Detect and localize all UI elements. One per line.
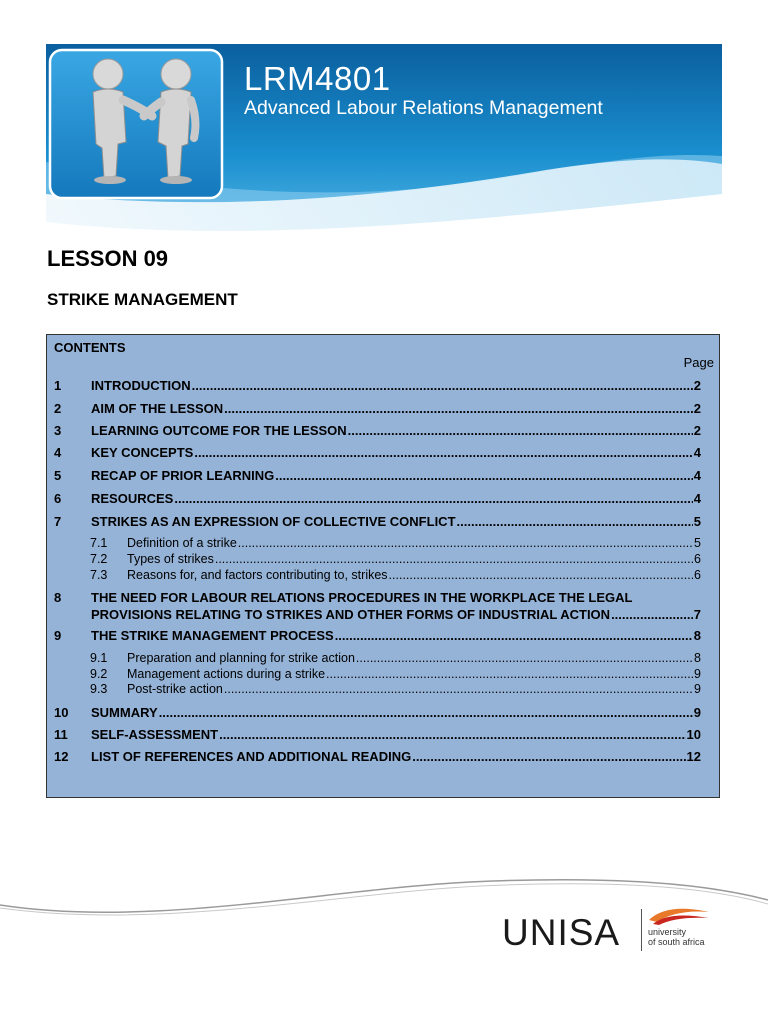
toc-title: SELF-ASSESSMENT (91, 727, 219, 742)
toc-number: 4 (54, 445, 62, 460)
toc-page: 5 (694, 536, 701, 550)
course-title: Advanced Labour Relations Management (244, 97, 603, 119)
toc-leader-dots (389, 568, 694, 583)
toc-title-line2: PROVISIONS RELATING TO STRIKES AND OTHER FORMS OF INDUSTRIAL ACTION (91, 607, 611, 622)
toc-number: 2 (54, 401, 62, 416)
toc-subnumber: 7.3 (90, 568, 108, 582)
toc-item[interactable] (54, 491, 701, 506)
toc-subtitle: Preparation and planning for strike action (127, 651, 355, 665)
toc-leader-dots (215, 552, 693, 567)
toc-title: RECAP OF PRIOR LEARNING (91, 468, 275, 483)
toc-leader-dots (192, 378, 693, 393)
toc-number: 11 (54, 727, 68, 742)
tagline-line1: university (648, 927, 687, 937)
toc-title: RESOURCES (91, 491, 174, 506)
toc-leader-dots (326, 667, 693, 682)
toc-subtitle: Types of strikes (127, 552, 214, 566)
toc-number: 12 (54, 749, 69, 764)
toc-title: KEY CONCEPTS (91, 445, 194, 460)
toc-page: 7 (693, 607, 701, 622)
unisa-emblem-icon (647, 906, 711, 926)
toc-page: 6 (694, 552, 701, 566)
toc-leader-dots (348, 423, 693, 438)
toc-subitem[interactable] (90, 552, 701, 567)
toc-subtitle: Reasons for, and factors contributing to, strikes (127, 568, 388, 582)
toc-subtitle: Definition of a strike (127, 536, 237, 550)
toc-page: 2 (693, 401, 701, 416)
toc-leader-dots (611, 606, 693, 623)
toc-subtitle: Management actions during a strike (127, 667, 326, 681)
page-column-label: Page (683, 355, 714, 370)
toc-item[interactable] (54, 514, 701, 529)
toc-leader-dots (224, 682, 693, 697)
toc-subnumber: 7.1 (90, 536, 108, 550)
toc-page: 8 (694, 651, 701, 665)
toc-subnumber: 9.3 (90, 682, 108, 696)
toc-page: 12 (686, 749, 701, 764)
toc-item[interactable] (54, 468, 701, 483)
toc-title: LEARNING OUTCOME FOR THE LESSON (91, 423, 347, 438)
toc-page: 4 (693, 468, 701, 483)
toc-page: 9 (693, 705, 701, 720)
toc-page: 9 (694, 667, 701, 681)
toc-subitem[interactable] (90, 667, 701, 682)
toc-page: 10 (686, 727, 701, 742)
toc-leader-dots (238, 536, 693, 551)
toc-page: 4 (693, 491, 701, 506)
toc-page: 5 (693, 514, 701, 529)
toc-item[interactable] (54, 445, 701, 460)
toc-subitem[interactable] (90, 536, 701, 551)
toc-leader-dots (412, 749, 685, 764)
course-code: LRM4801 (244, 60, 391, 97)
toc-item[interactable] (54, 423, 701, 438)
contents-box (46, 334, 720, 798)
toc-subnumber: 7.2 (90, 552, 108, 566)
toc-page: 2 (693, 423, 701, 438)
toc-number: 9 (54, 628, 62, 643)
toc-leader-dots (335, 628, 693, 643)
toc-leader-dots (224, 401, 693, 416)
toc-number: 1 (54, 378, 62, 393)
toc-item[interactable] (54, 628, 701, 643)
toc-number: 8 (54, 590, 62, 605)
toc-title: INTRODUCTION (91, 378, 191, 393)
lesson-number: LESSON 09 (47, 246, 169, 271)
toc-subitem[interactable] (90, 568, 701, 583)
toc-page: 9 (694, 682, 701, 696)
unisa-wordmark: UNISA (502, 912, 621, 953)
toc-page: 2 (693, 378, 701, 393)
toc-item[interactable] (54, 727, 701, 742)
toc-subitem[interactable] (90, 651, 701, 666)
tagline-line2: of south africa (648, 937, 705, 947)
toc-title: AIM OF THE LESSON (91, 401, 224, 416)
toc-title: STRIKES AS AN EXPRESSION OF COLLECTIVE CONFLICT (91, 514, 456, 529)
toc-page: 8 (693, 628, 701, 643)
lesson-title: STRIKE MANAGEMENT (47, 290, 238, 309)
toc-title: LIST OF REFERENCES AND ADDITIONAL READING (91, 749, 412, 764)
toc-subitem[interactable] (90, 682, 701, 697)
course-banner (46, 44, 722, 244)
toc-subnumber: 9.2 (90, 667, 108, 681)
toc-subnumber: 9.1 (90, 651, 108, 665)
contents-heading: CONTENTS (54, 340, 126, 355)
toc-item[interactable] (54, 378, 701, 393)
toc-number: 6 (54, 491, 62, 506)
toc-page: 6 (694, 568, 701, 582)
toc-leader-dots (457, 514, 693, 529)
toc-title-line1: THE NEED FOR LABOUR RELATIONS PROCEDURES IN THE WORKPLACE THE LEGAL (91, 590, 633, 605)
toc-number: 10 (54, 705, 69, 720)
toc-item[interactable] (54, 401, 701, 416)
toc-leader-dots (356, 651, 693, 666)
toc-item[interactable] (54, 749, 701, 764)
toc-leader-dots (219, 727, 685, 742)
logo-divider (641, 909, 642, 951)
toc-leader-dots (159, 705, 693, 720)
unisa-tagline (648, 927, 705, 947)
toc-number: 3 (54, 423, 62, 438)
toc-leader-dots (275, 468, 693, 483)
toc-leader-dots (194, 445, 692, 460)
toc-page: 4 (693, 445, 701, 460)
toc-leader-dots (174, 491, 692, 506)
toc-title: THE STRIKE MANAGEMENT PROCESS (91, 628, 334, 643)
toc-number: 7 (54, 514, 62, 529)
toc-title: SUMMARY (91, 705, 158, 720)
toc-item[interactable] (54, 705, 701, 720)
toc-subtitle: Post-strike action (127, 682, 223, 696)
toc-number: 5 (54, 468, 62, 483)
